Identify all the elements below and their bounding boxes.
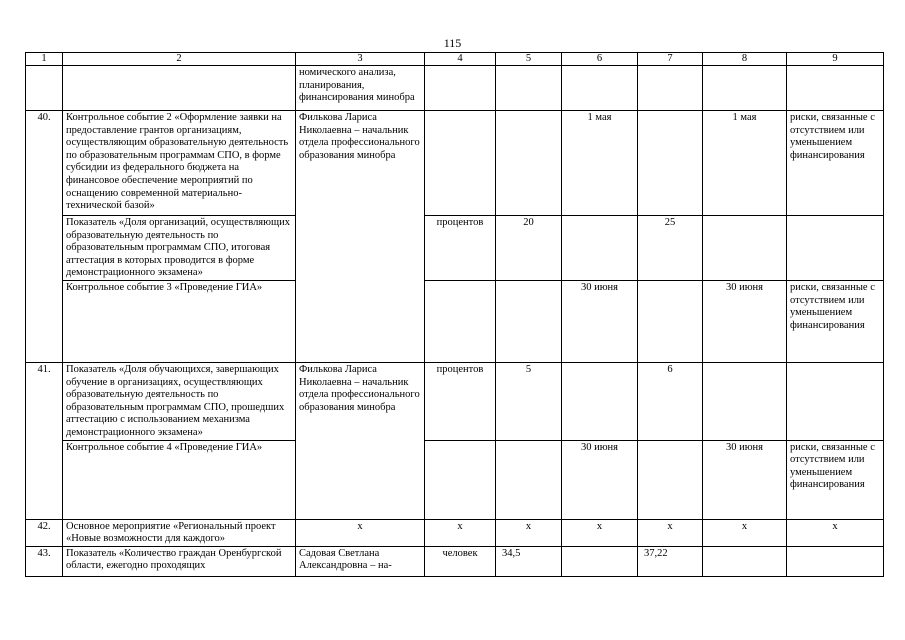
- risks: риски, связанные с отсутствием или уменьшением финансирования: [787, 440, 884, 519]
- column-header: 6: [562, 53, 638, 66]
- value-col6: [562, 216, 638, 281]
- table-row: [26, 546, 884, 576]
- column-header: 2: [63, 53, 296, 66]
- value-col7: x: [638, 519, 703, 546]
- responsible-person: Филькова Лариса Николаевна – начальник отдела профессионального образования минобра: [296, 111, 425, 363]
- unit: [425, 440, 496, 519]
- responsible-person: номического анализа, планирования, финансирования минобра: [296, 66, 425, 111]
- value-col7: [638, 281, 703, 363]
- item-name: Контрольное событие 2 «Оформление заявки на предоставление грантов организациям, осуществляющим образовательную деятельность по образовательным программам СПО, в форме субсидии из федерального бюджета на финансовое обеспечение мероприятий по оснащению современной материально-технической базой»: [63, 111, 296, 216]
- item-name: Контрольное событие 4 «Проведение ГИА»: [63, 440, 296, 519]
- value-col6: 30 июня: [562, 440, 638, 519]
- responsible-person: Филькова Лариса Николаевна – начальник отдела профессионального образования минобра: [296, 363, 425, 520]
- value-col6: [562, 66, 638, 111]
- value-col8: [703, 546, 787, 576]
- value-col5: [496, 66, 562, 111]
- risks: [787, 216, 884, 281]
- value-col8: [703, 216, 787, 281]
- value-col7: [638, 440, 703, 519]
- risks: [787, 363, 884, 441]
- value-col5: [496, 281, 562, 363]
- unit: [425, 281, 496, 363]
- value-col8: 30 июня: [703, 440, 787, 519]
- item-name: Показатель «Количество граждан Оренбургской области, ежегодно проходящих: [63, 546, 296, 576]
- value-col7: 37,22: [638, 546, 703, 576]
- value-col7: 25: [638, 216, 703, 281]
- value-col7: 6: [638, 363, 703, 441]
- item-name: Показатель «Доля организаций, осуществляющих образовательную деятельность по образовательным программам СПО, итоговая аттестация в которых проводится в форме демонстрационного экзамена»: [63, 216, 296, 281]
- value-col8: 1 мая: [703, 111, 787, 216]
- unit: [425, 111, 496, 216]
- value-col5: 34,5: [496, 546, 562, 576]
- value-col6: 30 июня: [562, 281, 638, 363]
- page-number: 115: [443, 36, 462, 50]
- value-col8: [703, 66, 787, 111]
- table-row: [26, 519, 884, 546]
- table-row: [26, 216, 884, 281]
- value-col5: 20: [496, 216, 562, 281]
- column-header: 3: [296, 53, 425, 66]
- value-col5: [496, 440, 562, 519]
- risks: риски, связанные с отсутствием или уменьшением финансирования: [787, 111, 884, 216]
- table-row: [26, 66, 884, 111]
- item-name: Показатель «Доля обучающихся, завершающих обучение в организациях, осуществляющих образовательную деятельность по образовательным программам СПО, прошедших аттестацию с использованием механизма демонстрационного экзамена»: [63, 363, 296, 441]
- row-number: [26, 66, 63, 111]
- item-name: [63, 66, 296, 111]
- risks: [787, 546, 884, 576]
- value-col5: x: [496, 519, 562, 546]
- value-col6: x: [562, 519, 638, 546]
- row-number: 42.: [26, 519, 63, 546]
- unit: [425, 66, 496, 111]
- item-name: Основное мероприятие «Региональный проект «Новые возможности для каждого»: [63, 519, 296, 546]
- risks: [787, 66, 884, 111]
- row-number: 40.: [26, 111, 63, 363]
- column-header: 8: [703, 53, 787, 66]
- column-header: 7: [638, 53, 703, 66]
- value-col6: [562, 546, 638, 576]
- table-row: [26, 440, 884, 519]
- table-row: [26, 281, 884, 363]
- value-col8: 30 июня: [703, 281, 787, 363]
- unit: процентов: [425, 363, 496, 441]
- value-col7: [638, 66, 703, 111]
- column-header: 1: [26, 53, 63, 66]
- risks: x: [787, 519, 884, 546]
- plan-table: [25, 52, 884, 577]
- column-header: 5: [496, 53, 562, 66]
- value-col5: [496, 111, 562, 216]
- value-col6: 1 мая: [562, 111, 638, 216]
- unit: процентов: [425, 216, 496, 281]
- value-col5: 5: [496, 363, 562, 441]
- value-col8: x: [703, 519, 787, 546]
- value-col8: [703, 363, 787, 441]
- column-header: 4: [425, 53, 496, 66]
- value-col6: [562, 363, 638, 441]
- column-number-row: [26, 53, 884, 66]
- responsible-person: x: [296, 519, 425, 546]
- unit: x: [425, 519, 496, 546]
- responsible-person: Садовая Светлана Александровна – на-: [296, 546, 425, 576]
- table-row: [26, 363, 884, 441]
- value-col7: [638, 111, 703, 216]
- risks: риски, связанные с отсутствием или уменьшением финансирования: [787, 281, 884, 363]
- table-row: [26, 111, 884, 216]
- unit: человек: [425, 546, 496, 576]
- row-number: 41.: [26, 363, 63, 520]
- row-number: 43.: [26, 546, 63, 576]
- item-name: Контрольное событие 3 «Проведение ГИА»: [63, 281, 296, 363]
- column-header: 9: [787, 53, 884, 66]
